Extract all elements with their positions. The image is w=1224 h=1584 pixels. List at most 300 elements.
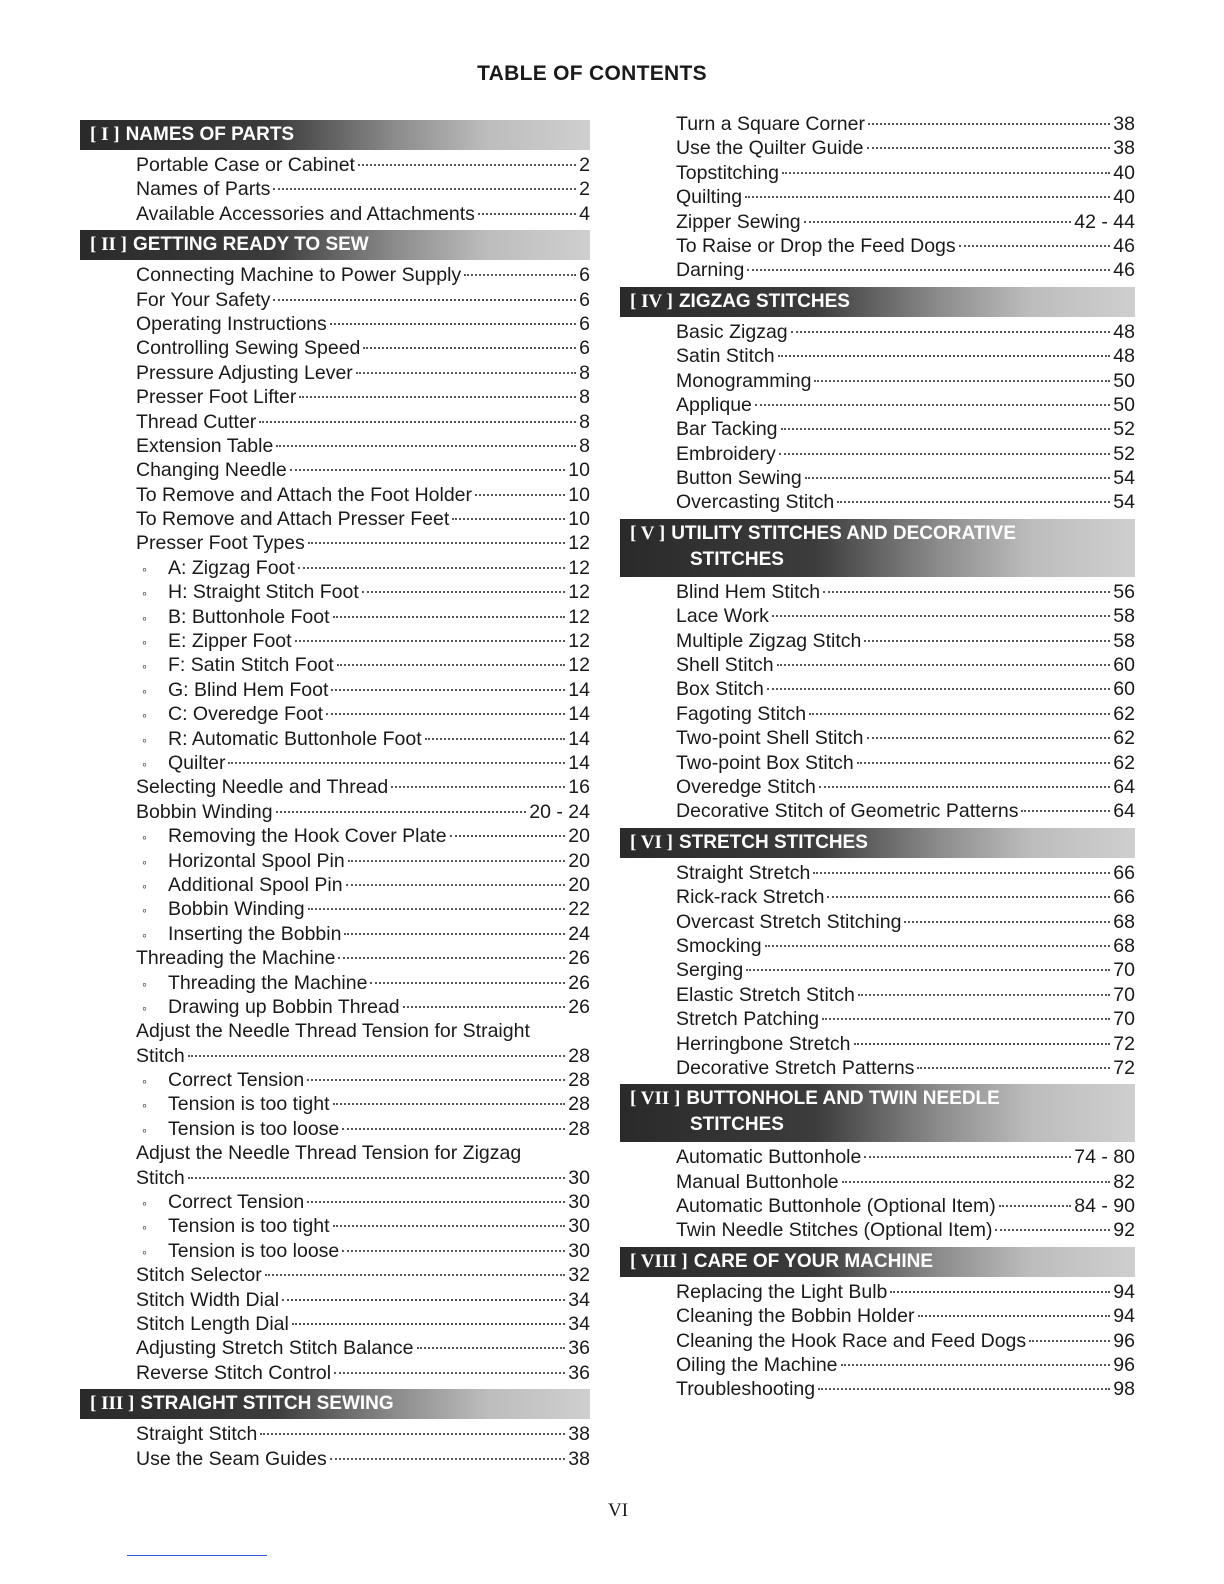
toc-entry[interactable] (136, 1019, 590, 1068)
dot-leader (307, 1079, 565, 1081)
dot-leader (425, 738, 566, 740)
toc-entry-page: 46 (1113, 259, 1135, 282)
dot-leader (746, 969, 1110, 971)
toc-entry[interactable] (676, 442, 1135, 466)
toc-entry-label: Inserting the Bobbin (168, 922, 342, 945)
toc-entry-page: 74 - 80 (1074, 1146, 1135, 1169)
toc-entry-page: 70 (1113, 959, 1135, 982)
bullet-icon: ◦ (142, 1219, 147, 1236)
toc-entry[interactable] (136, 1190, 590, 1214)
dot-leader (867, 737, 1111, 739)
toc-entry-label: Straight Stitch (136, 1423, 258, 1446)
dot-leader (298, 567, 565, 569)
toc-entry-page: 66 (1113, 886, 1135, 909)
section-header (80, 230, 590, 260)
toc-entry-list (620, 112, 1135, 283)
toc-entry-list (620, 861, 1135, 1081)
page-title: TABLE OF CONTENTS (477, 62, 707, 85)
toc-entry[interactable] (136, 849, 590, 873)
toc-column-right (620, 112, 1135, 1406)
toc-entry-page: 94 (1113, 1280, 1135, 1303)
toc-entry[interactable] (676, 490, 1135, 514)
toc-entry[interactable] (136, 775, 590, 799)
toc-entry[interactable] (676, 1218, 1135, 1242)
toc-entry-label: To Raise or Drop the Feed Dogs (676, 234, 956, 257)
toc-entry[interactable] (676, 934, 1135, 958)
toc-entry-page: 6 (579, 264, 590, 287)
toc-entry-label: Stitch Length Dial (136, 1313, 289, 1335)
toc-entry-label: Smocking (676, 934, 762, 957)
toc-entry[interactable] (676, 653, 1135, 677)
toc-entry-label: Applique (676, 393, 752, 416)
toc-entry-label: Bobbin Winding (136, 800, 273, 823)
section-title: CARE OF YOUR MACHINE (693, 1250, 933, 1272)
bullet-icon: ◦ (142, 707, 147, 724)
toc-entry[interactable] (136, 288, 590, 312)
dot-leader (326, 713, 565, 715)
toc-entry[interactable] (136, 629, 590, 653)
dot-leader (358, 164, 576, 166)
dot-leader (348, 860, 566, 862)
toc-entry-page: 34 (568, 1288, 590, 1311)
section-title-line2: STITCHES (690, 1114, 784, 1136)
toc-entry-label: Rick-rack Stretch (676, 886, 825, 909)
toc-entry[interactable] (136, 483, 590, 507)
toc-entry-label: Drawing up Bobbin Thread (168, 995, 400, 1018)
toc-entry[interactable] (136, 897, 590, 921)
toc-entry[interactable] (136, 1092, 590, 1116)
toc-entry-page: 48 (1113, 320, 1135, 343)
dot-leader (299, 396, 576, 398)
toc-entry-label: Bar Tacking (676, 418, 778, 441)
toc-entry-label: Replacing the Light Bulb (676, 1280, 888, 1303)
toc-entry-label: Stitch Width Dial (136, 1288, 280, 1311)
bullet-icon: ◦ (142, 731, 147, 748)
toc-entry[interactable] (136, 507, 590, 531)
dot-leader (265, 1274, 566, 1276)
toc-entry[interactable] (136, 385, 590, 409)
toc-entry-page: 62 (1113, 751, 1135, 774)
dot-leader (772, 615, 1110, 617)
dot-leader (188, 1055, 566, 1057)
toc-entry[interactable] (676, 1145, 1135, 1169)
toc-entry[interactable] (136, 800, 590, 824)
section-title: NAMES OF PARTS (125, 124, 295, 145)
toc-entry-page: 8 (579, 434, 590, 457)
toc-entry-label: Adjust the Needle Thread Tension for Zigzag (136, 1142, 522, 1165)
dot-leader (403, 1006, 566, 1008)
dot-leader (273, 188, 576, 190)
toc-entry-label: Troubleshooting (676, 1378, 816, 1401)
toc-entry[interactable] (676, 751, 1135, 775)
toc-entry[interactable] (136, 336, 590, 360)
dot-leader (292, 1323, 565, 1325)
toc-entry[interactable] (136, 361, 590, 385)
toc-entry-page: 46 (1113, 234, 1135, 257)
dot-leader (809, 713, 1110, 715)
toc-entry[interactable] (136, 605, 590, 629)
dot-leader (334, 1372, 565, 1374)
toc-entry[interactable] (136, 824, 590, 848)
bullet-icon: ◦ (142, 1195, 147, 1212)
toc-entry[interactable] (136, 946, 590, 970)
section-header (620, 1084, 1135, 1142)
toc-entry-label: Changing Needle (136, 459, 287, 482)
toc-entry-label: Selecting Needle and Thread (136, 776, 389, 799)
toc-entry-page: 64 (1113, 775, 1135, 798)
toc-entry[interactable] (136, 1263, 590, 1287)
toc-entry-page: 14 (568, 703, 590, 726)
toc-entry-page: 6 (579, 312, 590, 335)
toc-entry[interactable] (136, 202, 590, 226)
toc-entry-page: 38 (568, 1423, 590, 1446)
toc-entry-label: Elastic Stretch Stitch (676, 983, 855, 1006)
toc-entry[interactable] (136, 556, 590, 580)
bullet-icon: ◦ (142, 853, 147, 870)
toc-entry-page: 70 (1113, 1008, 1135, 1031)
toc-entry-page: 10 (568, 459, 590, 482)
dot-leader (308, 542, 566, 544)
toc-entry[interactable] (676, 885, 1135, 909)
toc-entry[interactable] (136, 1288, 590, 1312)
toc-entry-page: 64 (1113, 800, 1135, 823)
toc-entry-label: Available Accessories and Attachments (136, 202, 475, 225)
toc-entry-page: 52 (1113, 418, 1135, 441)
dot-leader (342, 1128, 565, 1130)
toc-entry[interactable] (136, 702, 590, 726)
section-number: [ I ] (90, 124, 120, 145)
toc-entry-list (620, 320, 1135, 515)
dot-leader (745, 196, 1110, 198)
toc-entry-continuation (136, 1166, 590, 1190)
toc-entry-page: 14 (568, 751, 590, 774)
toc-entry[interactable] (676, 1280, 1135, 1304)
toc-entry[interactable] (676, 161, 1135, 185)
toc-entry[interactable] (676, 910, 1135, 934)
toc-entry-label: Tension is too loose (168, 1239, 340, 1262)
toc-entry-label: Tension is too loose (168, 1117, 340, 1140)
toc-entry-page: 60 (1113, 678, 1135, 701)
toc-entry[interactable] (136, 1361, 590, 1385)
toc-entry-label: Extension Table (136, 434, 274, 457)
toc-entry-page: 14 (568, 727, 590, 750)
toc-entry-label: Box Stitch (676, 678, 764, 701)
toc-entry[interactable] (676, 369, 1135, 393)
toc-entry[interactable] (676, 1353, 1135, 1377)
dot-leader (391, 786, 565, 788)
toc-entry[interactable] (676, 726, 1135, 750)
dot-leader (260, 1433, 565, 1435)
toc-entry-page: 26 (568, 947, 590, 970)
toc-entry[interactable] (676, 580, 1135, 604)
toc-entry-page: 72 (1113, 1032, 1135, 1055)
dot-leader (370, 982, 565, 984)
dot-leader (767, 688, 1111, 690)
dot-leader (842, 1181, 1111, 1183)
section-number: [ II ] (90, 234, 127, 256)
toc-entry-label-line2: Stitch (136, 1166, 185, 1189)
toc-entry-page: 28 (568, 1069, 590, 1092)
toc-entry[interactable] (676, 958, 1135, 982)
bullet-icon: ◦ (142, 634, 147, 651)
toc-entry[interactable] (676, 861, 1135, 885)
toc-entry-page: 96 (1113, 1354, 1135, 1377)
toc-entry-label: Decorative Stitch of Geometric Patterns (676, 800, 1019, 823)
dot-leader (822, 1018, 1110, 1020)
dot-leader (867, 147, 1111, 149)
section-header (620, 287, 1135, 317)
toc-entry[interactable] (136, 1141, 590, 1190)
section-number: [ V ] (630, 522, 666, 544)
dot-leader (331, 689, 565, 691)
section-title: STRETCH STITCHES (678, 831, 868, 853)
toc-entry-label: Basic Zigzag (676, 320, 788, 343)
dot-leader (959, 245, 1111, 247)
toc-entry[interactable] (136, 727, 590, 751)
toc-entry[interactable] (676, 604, 1135, 628)
bullet-icon: ◦ (142, 560, 147, 577)
toc-entry-page: 70 (1113, 983, 1135, 1006)
toc-entry[interactable] (676, 185, 1135, 209)
toc-entry-label: A: Zigzag Foot (168, 556, 295, 579)
dot-leader (356, 372, 576, 374)
dot-leader (308, 908, 566, 910)
toc-entry-label: Adjust the Needle Thread Tension for Straight (136, 1020, 530, 1043)
bullet-icon: ◦ (142, 1121, 147, 1138)
dot-leader (337, 664, 565, 666)
section-title: STRAIGHT STITCH SEWING (140, 1393, 394, 1415)
section-title-line2: STITCHES (690, 548, 784, 570)
section-number: [ VI ] (630, 831, 673, 853)
toc-entry-page: 12 (568, 532, 590, 555)
toc-entry-label: Twin Needle Stitches (Optional Item) (676, 1219, 993, 1242)
dot-leader (747, 269, 1110, 271)
dot-leader (805, 477, 1111, 479)
toc-entry-label: Pressure Adjusting Lever (136, 361, 353, 384)
toc-entry[interactable] (676, 210, 1135, 234)
dot-leader (917, 1067, 1110, 1069)
toc-entry-list (620, 1280, 1135, 1402)
bullet-icon: ◦ (142, 926, 147, 943)
toc-entry-label-line2: Stitch (136, 1044, 185, 1067)
dot-leader (464, 274, 576, 276)
toc-entry[interactable] (676, 1329, 1135, 1353)
toc-entry[interactable] (676, 1377, 1135, 1401)
dot-leader (1029, 1340, 1110, 1342)
toc-entry-label: Multiple Zigzag Stitch (676, 629, 862, 652)
toc-entry[interactable] (136, 751, 590, 775)
toc-entry-page: 30 (568, 1191, 590, 1214)
toc-entry-label: Quilter (168, 751, 226, 774)
toc-entry-label: Turn a Square Corner (676, 113, 865, 135)
toc-entry[interactable] (676, 320, 1135, 344)
toc-entry[interactable] (676, 136, 1135, 160)
toc-entry-page: 28 (568, 1117, 590, 1140)
toc-entry[interactable] (136, 312, 590, 336)
toc-entry[interactable] (676, 702, 1135, 726)
toc-entry-page: 34 (568, 1313, 590, 1335)
toc-entry-page: 2 (579, 178, 590, 201)
dot-leader (823, 591, 1110, 593)
toc-entry-page: 26 (568, 995, 590, 1018)
toc-entry-label: Bobbin Winding (168, 898, 305, 921)
toc-entry[interactable] (136, 1068, 590, 1092)
dot-leader (779, 453, 1111, 455)
toc-entry[interactable] (136, 971, 590, 995)
toc-entry[interactable] (136, 531, 590, 555)
dot-leader (827, 896, 1110, 898)
toc-entry[interactable] (676, 1032, 1135, 1056)
section-title: GETTING READY TO SEW (132, 234, 369, 256)
toc-entry[interactable] (136, 1447, 590, 1471)
toc-entry[interactable] (136, 1117, 590, 1141)
toc-entry[interactable] (676, 1056, 1135, 1080)
toc-entry-page: 36 (568, 1361, 590, 1384)
toc-entry[interactable] (676, 112, 1135, 136)
toc-entry-page: 98 (1113, 1378, 1135, 1401)
toc-entry[interactable] (136, 995, 590, 1019)
toc-entry-label: R: Automatic Buttonhole Foot (168, 727, 422, 750)
toc-entry-label: Use the Quilter Guide (676, 137, 864, 160)
toc-entry-label: Presser Foot Types (136, 532, 305, 555)
toc-entry-label: Tension is too tight (168, 1215, 330, 1238)
toc-entry[interactable] (676, 677, 1135, 701)
dot-leader (782, 172, 1110, 174)
toc-entry-page: 96 (1113, 1329, 1135, 1352)
toc-entry-label: Names of Parts (136, 178, 271, 201)
toc-entry[interactable] (676, 799, 1135, 823)
toc-entry[interactable] (676, 1194, 1135, 1218)
toc-entry[interactable] (136, 153, 590, 177)
toc-entry-page: 16 (568, 776, 590, 799)
toc-entry-label: Operating Instructions (136, 312, 327, 335)
toc-entry[interactable] (136, 263, 590, 287)
dot-leader (276, 445, 576, 447)
toc-entry-label: To Remove and Attach the Foot Holder (136, 483, 473, 506)
dot-leader (777, 664, 1111, 666)
toc-entry-page: 30 (568, 1166, 590, 1189)
dot-leader (344, 933, 565, 935)
toc-entry-page: 10 (568, 483, 590, 506)
dot-leader (338, 957, 565, 959)
toc-entry-label: Overedge Stitch (676, 775, 816, 798)
toc-entry[interactable] (136, 922, 590, 946)
bullet-icon: ◦ (142, 682, 147, 699)
toc-entry-label: Darning (676, 259, 745, 282)
dot-leader (452, 518, 565, 520)
toc-entry-page: 50 (1113, 369, 1135, 392)
dot-leader (854, 1043, 1111, 1045)
toc-entry[interactable] (676, 258, 1135, 282)
toc-entry[interactable] (136, 653, 590, 677)
toc-entry-page: 38 (1113, 113, 1135, 135)
dot-leader (259, 421, 576, 423)
toc-entry[interactable] (136, 1312, 590, 1336)
toc-entry-label: To Remove and Attach Presser Feet (136, 508, 450, 531)
toc-entry-page: 32 (568, 1264, 590, 1287)
section-number: [ III ] (90, 1393, 135, 1415)
toc-entry-list (80, 263, 590, 1385)
toc-entry[interactable] (676, 234, 1135, 258)
toc-entry[interactable] (676, 1170, 1135, 1194)
toc-entry[interactable] (676, 344, 1135, 368)
toc-entry-page: 8 (579, 361, 590, 384)
toc-entry[interactable] (676, 417, 1135, 441)
toc-entry-page: 52 (1113, 442, 1135, 465)
dot-leader (864, 640, 1110, 642)
toc-entry[interactable] (676, 1304, 1135, 1328)
toc-entry-page: 42 - 44 (1074, 210, 1135, 233)
toc-entry[interactable] (136, 1239, 590, 1263)
dot-leader (819, 786, 1110, 788)
bullet-icon: ◦ (142, 1097, 147, 1114)
toc-entry[interactable] (676, 983, 1135, 1007)
toc-entry-page: 58 (1113, 629, 1135, 652)
toc-entry-page: 20 (568, 825, 590, 848)
toc-entry-page: 8 (579, 386, 590, 409)
toc-entry[interactable] (676, 466, 1135, 490)
dot-leader (857, 762, 1111, 764)
toc-entry[interactable] (136, 410, 590, 434)
toc-entry-page: 72 (1113, 1056, 1135, 1079)
toc-entry[interactable] (136, 1214, 590, 1238)
dot-leader (295, 640, 566, 642)
section-header (80, 1389, 590, 1419)
toc-entry-label: Threading the Machine (168, 971, 368, 994)
toc-entry[interactable] (136, 434, 590, 458)
toc-entry[interactable] (136, 458, 590, 482)
toc-entry-page: 68 (1113, 934, 1135, 957)
toc-entry-label: Overcast Stretch Stitching (676, 910, 902, 933)
toc-entry[interactable] (676, 1007, 1135, 1031)
toc-entry-page: 12 (568, 556, 590, 579)
toc-entry-label: G: Blind Hem Foot (168, 678, 329, 701)
dot-leader (363, 347, 576, 349)
dot-leader (333, 616, 566, 618)
toc-entry[interactable] (136, 1422, 590, 1446)
toc-entry[interactable] (136, 580, 590, 604)
toc-entry-label: For Your Safety (136, 288, 271, 311)
toc-entry[interactable] (136, 678, 590, 702)
toc-entry-page: 54 (1113, 491, 1135, 514)
section-header (620, 828, 1135, 858)
toc-entry-label: Monogramming (676, 369, 812, 392)
toc-entry-label: Automatic Buttonhole (676, 1146, 862, 1169)
toc-entry[interactable] (676, 629, 1135, 653)
toc-entry-page: 36 (568, 1337, 590, 1360)
toc-entry-page: 12 (568, 654, 590, 677)
toc-entry[interactable] (136, 873, 590, 897)
toc-entry-page: 48 (1113, 345, 1135, 368)
toc-entry[interactable] (136, 177, 590, 201)
toc-entry-continuation (136, 1044, 590, 1068)
dot-leader (475, 494, 565, 496)
toc-entry-page: 10 (568, 508, 590, 531)
dot-leader (890, 1291, 1110, 1293)
toc-entry-label: Fagoting Stitch (676, 702, 807, 725)
toc-entry-label: Cleaning the Bobbin Holder (676, 1305, 915, 1328)
dot-leader (791, 331, 1111, 333)
bullet-icon: ◦ (142, 877, 147, 894)
toc-entry-list (80, 153, 590, 226)
page-number: VI (607, 1500, 629, 1521)
toc-entry-label: Overcasting Stitch (676, 491, 835, 514)
toc-entry[interactable] (136, 1336, 590, 1360)
toc-entry[interactable] (676, 775, 1135, 799)
toc-entry[interactable] (676, 393, 1135, 417)
dot-leader (478, 213, 576, 215)
dot-leader (333, 1225, 566, 1227)
